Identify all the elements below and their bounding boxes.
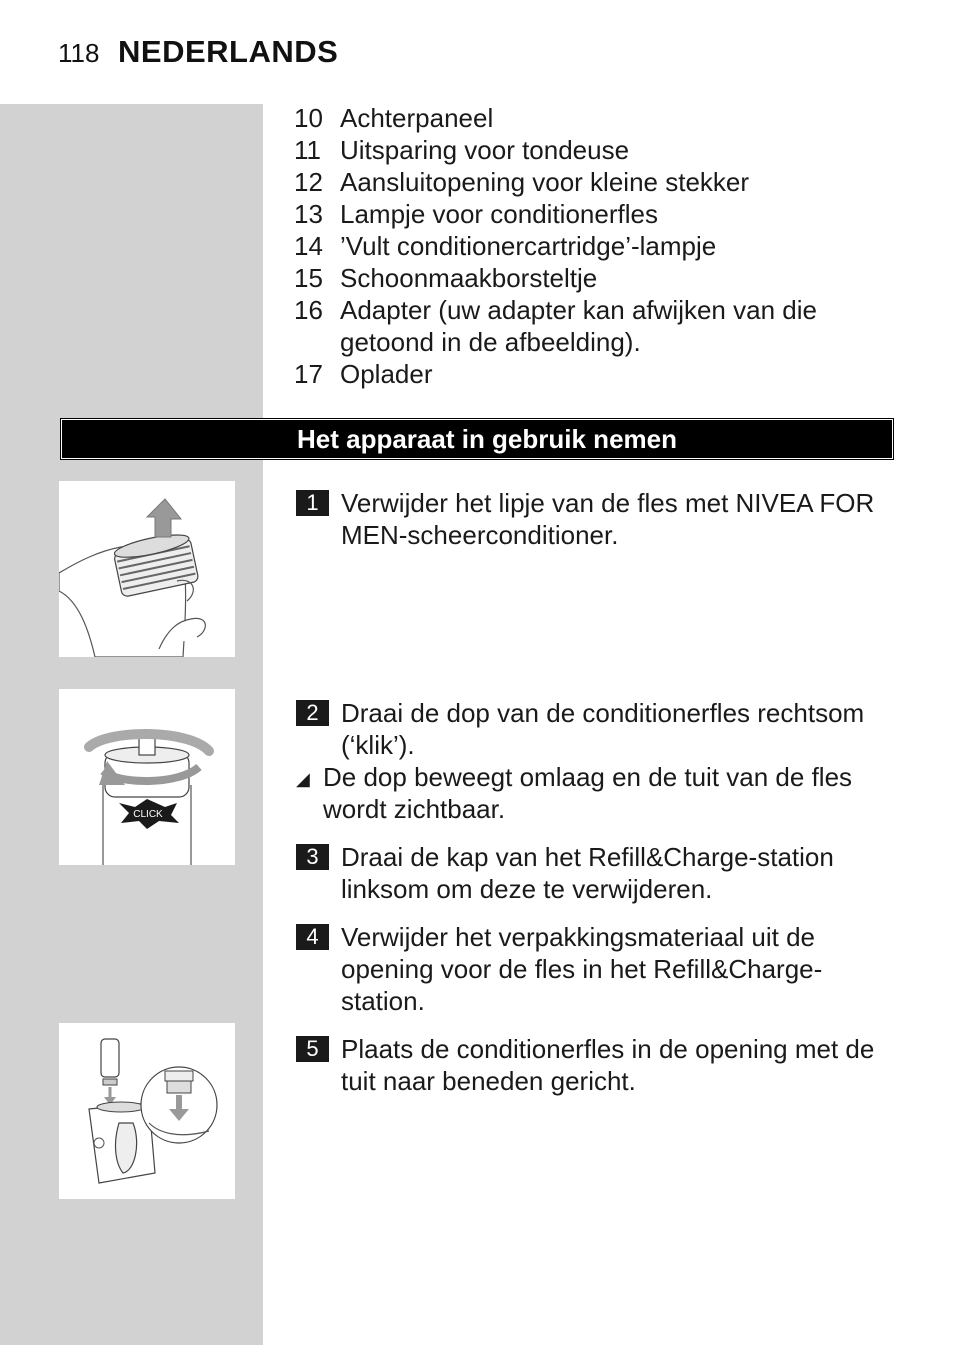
- callout-pointer: [235, 494, 263, 506]
- step-4: [296, 921, 896, 1017]
- item-number: 10: [294, 103, 323, 133]
- list-item: [294, 102, 914, 134]
- illustration-remove-tab: [59, 481, 235, 657]
- callout-pointer: [235, 702, 263, 714]
- step-text: Draai de kap van het Refill&Charge-station linksom om deze te verwijderen.: [341, 842, 834, 904]
- item-number: 17: [294, 359, 323, 389]
- section-header-bar: [60, 418, 894, 460]
- step-number-badge: 5: [296, 1036, 329, 1062]
- item-text: Lampje voor conditionerfles: [340, 199, 658, 229]
- item-number: 15: [294, 263, 323, 293]
- list-item: [294, 294, 914, 358]
- step-3: [296, 841, 896, 905]
- list-item: [294, 262, 914, 294]
- step-number-badge: 2: [296, 700, 329, 726]
- item-number: 14: [294, 231, 323, 261]
- item-text: Aansluitopening voor kleine stekker: [340, 167, 750, 197]
- item-number: 16: [294, 295, 323, 325]
- illustration-place-bottle: [59, 1023, 235, 1199]
- item-text: Oplader: [340, 359, 433, 389]
- step-text: Draai de dop van de conditionerfles rechtsom (‘klik’).: [341, 698, 865, 760]
- section-title: Het apparaat in gebruik nemen: [297, 424, 677, 454]
- step-number-badge: 1: [296, 490, 329, 516]
- item-text: Uitsparing voor tondeuse: [340, 135, 630, 165]
- item-number: 12: [294, 167, 323, 197]
- bullet-arrow-icon: ◢: [296, 769, 310, 789]
- step-text: Verwijder het lipje van de fles met NIVEA FOR MEN-scheerconditioner.: [341, 488, 875, 550]
- station-icon: [59, 1023, 235, 1199]
- page-title: NEDERLANDS: [118, 34, 339, 69]
- bottle-tab-icon: [59, 481, 235, 657]
- list-item: [294, 166, 914, 198]
- step-1: [296, 487, 896, 551]
- step-5: [296, 1033, 896, 1097]
- bullet-text: De dop beweegt omlaag en de tuit van de fles wordt zichtbaar.: [323, 762, 853, 824]
- result-bullet: [296, 761, 896, 825]
- list-item: [294, 230, 914, 262]
- step-number-badge: 3: [296, 844, 329, 870]
- item-number: 11: [294, 135, 321, 165]
- step-text: Plaats de conditionerfles in de opening met de tuit naar beneden gericht.: [341, 1034, 875, 1096]
- step-text: Verwijder het verpakkingsmateriaal uit de opening voor de fles in het Refill&Charge-station.: [341, 922, 823, 1016]
- item-number: 13: [294, 199, 323, 229]
- item-text: ’Vult conditionercartridge’-lampje: [340, 231, 717, 261]
- list-item: [294, 358, 914, 390]
- item-text: Achterpaneel: [340, 103, 494, 133]
- parts-list: [294, 102, 914, 390]
- list-item: [294, 198, 914, 230]
- twist-cap-icon: [59, 689, 235, 865]
- item-text: Schoonmaakborsteltje: [340, 263, 598, 293]
- step-number-badge: 4: [296, 924, 329, 950]
- item-text: Adapter (uw adapter kan afwijken van die getoond in de afbeelding).: [340, 295, 817, 357]
- callout-pointer: [235, 1036, 263, 1048]
- step-2: [296, 697, 896, 761]
- list-item: [294, 134, 914, 166]
- click-label: CLICK: [133, 809, 163, 820]
- page-number: 118: [58, 38, 100, 68]
- illustration-twist-cap: [59, 689, 235, 865]
